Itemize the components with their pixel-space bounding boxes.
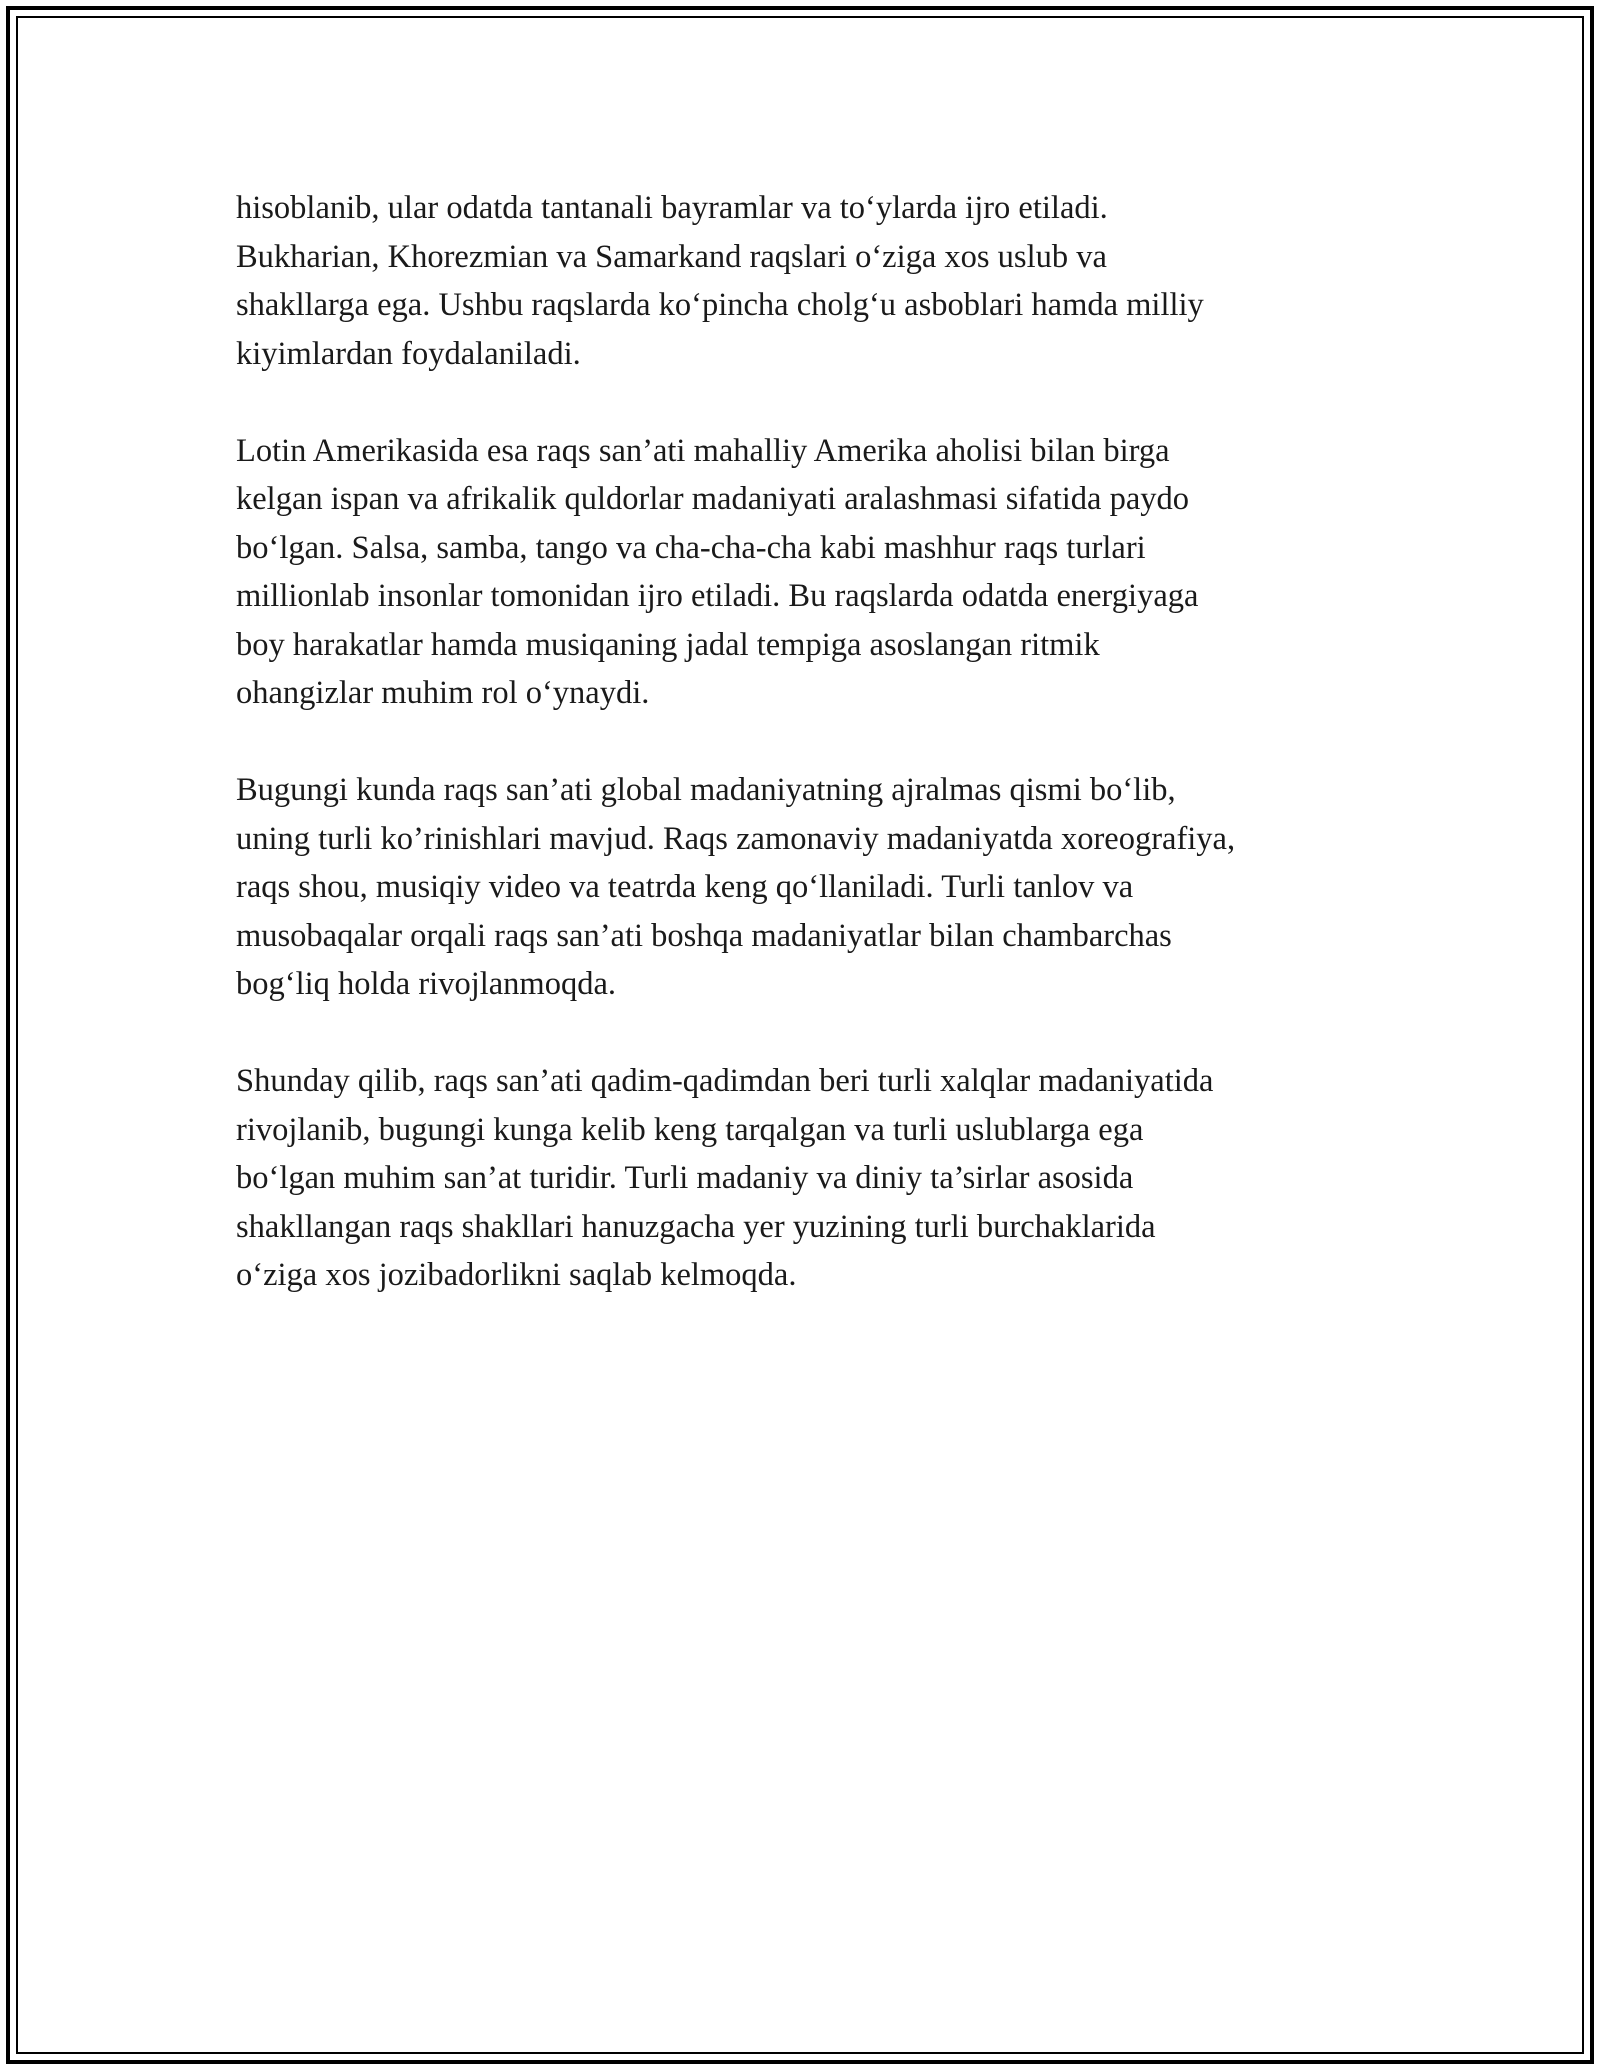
text-line: Bugungi kunda raqs san’ati global madaniyatning ajralmas qismi bo‘lib, xyxy=(236,772,1176,808)
text-line: uning turli ko’rinishlari mavjud. Raqs zamonaviy madaniyatda xoreografiya, xyxy=(236,820,1236,857)
text-line: kelgan ispan va afrikalik quldorlar madaniyati aralashmasi sifatida paydo xyxy=(236,481,1190,517)
text-line: shakllangan raqs shakllari hanuzgacha yer yuzining turli burchaklarida xyxy=(236,1208,1156,1245)
text-line: bog‘liq holda rivojlanmoqda. xyxy=(236,966,617,1002)
text-line: o‘ziga xos jozibadorlikni saqlab kelmoqda. xyxy=(236,1257,797,1293)
text-line: bo‘lgan. Salsa, samba, tango va cha-cha-cha kabi mashhur raqs turlari xyxy=(236,529,1146,566)
paragraph xyxy=(236,1057,1416,1300)
text-line: rivojlanib, bugungi kunga kelib keng tarqalgan va turli uslublarga ega xyxy=(236,1111,1144,1148)
text-line: musobaqalar orqali raqs san’ati boshqa madaniyatlar bilan chambarchas xyxy=(236,917,1172,954)
text-line: Shunday qilib, raqs san’ati qadim-qadimdan beri turli xalqlar madaniyatida xyxy=(236,1063,1214,1099)
text-line: kiyimlardan foydalaniladi. xyxy=(236,335,581,372)
text-line: Bukharian, Khorezmian va Samarkand raqslari o‘ziga xos uslub va xyxy=(236,238,1107,275)
text-line: boy harakatlar hamda musiqaning jadal tempiga asoslangan ritmik xyxy=(236,626,1100,663)
text-line: raqs shou, musiqiy video va teatrda keng qo‘llaniladi. Turli tanlov va xyxy=(236,869,1134,905)
text-line: Lotin Amerikasida esa raqs san’ati mahalliy Amerika aholisi bilan birga xyxy=(236,432,1170,469)
document-body xyxy=(236,184,1416,1348)
text-line: hisoblanib, ular odatda tantanali bayramlar va to‘ylarda ijro etiladi. xyxy=(236,190,1108,226)
paragraph xyxy=(236,427,1416,718)
paragraph xyxy=(236,766,1416,1009)
text-line: bo‘lgan muhim san’at turidir. Turli madaniy va diniy ta’sirlar asosida xyxy=(236,1160,1134,1196)
text-line: millionlab insonlar tomonidan ijro etiladi. Bu raqslarda odatda energiyaga xyxy=(236,578,1199,614)
paragraph xyxy=(236,184,1416,378)
text-line: shakllarga ega. Ushbu raqslarda ko‘pincha cholg‘u asboblari hamda milliy xyxy=(236,287,1204,323)
text-line: ohangizlar muhim rol o‘ynaydi. xyxy=(236,675,650,711)
